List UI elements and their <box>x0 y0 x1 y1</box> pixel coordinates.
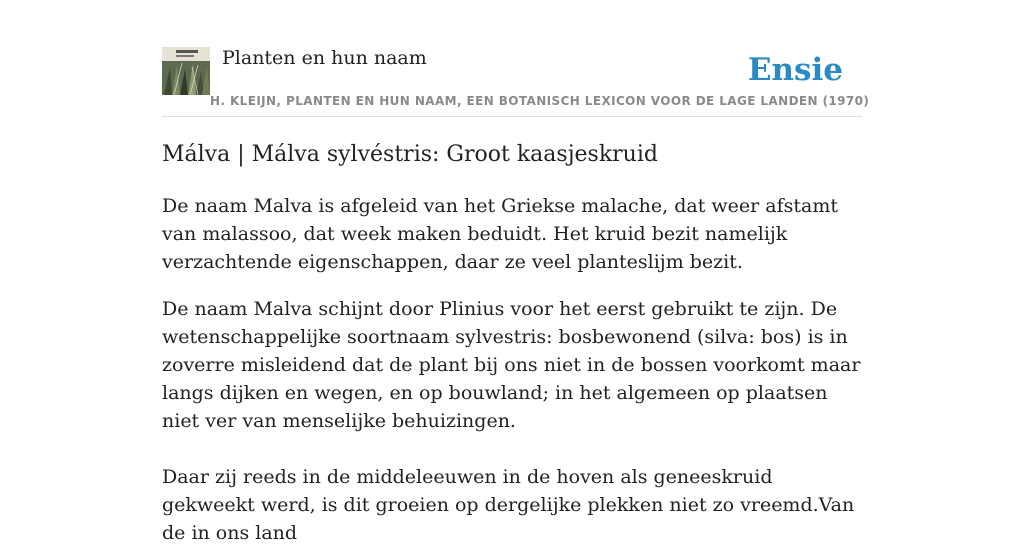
entry-paragraph <box>162 295 862 547</box>
paragraph-gap <box>162 435 862 463</box>
book-title[interactable]: Planten en hun naam <box>222 47 427 69</box>
source-citation: H. KLEIJN, PLANTEN EN HUN NAAM, EEN BOTANISCH LEXICON VOOR DE LAGE LANDEN (1970) <box>210 94 870 108</box>
page-container <box>162 0 870 544</box>
entry-body <box>162 192 862 547</box>
entry-paragraph-text: De naam Malva schijnt door Plinius voor het eerst gebruikt te zijn. De wetenschappelijke soortnaam sylvestris: bosbewonend (silva: bos) is in zoverre misleidend dat de plant bij ons niet in de bossen voorkomt maar langs dijken en wegen, en op bouwland; in het algemeen op plaatsen niet ver van menselijke behuizingen. <box>162 298 861 432</box>
book-cover-avatar[interactable] <box>162 47 210 95</box>
header <box>162 0 870 117</box>
entry-paragraph: De naam Malva is afgeleid van het Griekse malache, dat weer afstamt van malassoo, dat week maken beduidt. Het kruid bezit namelijk verzachtende eigenschappen, daar ze veel planteslijm bezit. <box>162 195 838 273</box>
brand-logo[interactable]: Ensie <box>747 52 843 88</box>
entry-title: Málva | Málva sylvéstris: Groot kaasjeskruid <box>162 142 658 167</box>
book-cover-icon <box>162 47 210 95</box>
entry-paragraph-text: Daar zij reeds in de middeleeuwen in de hoven als geneeskruid gekweekt werd, is dit groeien op dergelijke plekken niet zo vreemd.Van de in ons land <box>162 466 855 544</box>
